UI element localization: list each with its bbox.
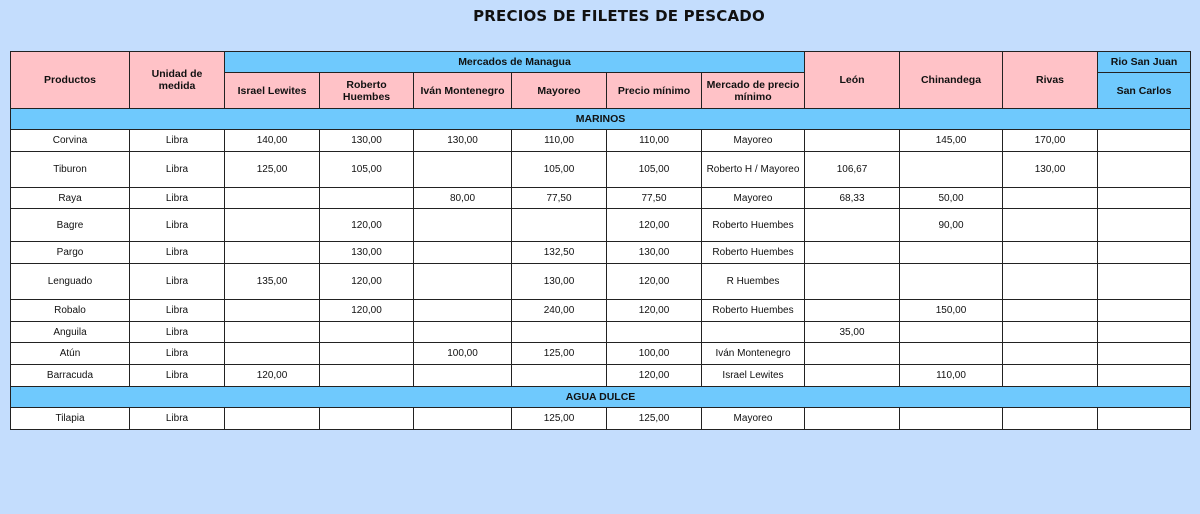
header-mercado-precio-minimo: Mercado de precio mínimo [702, 73, 805, 109]
cell-precio-min: 120,00 [607, 365, 702, 387]
header-chinandega: Chinandega [900, 52, 1003, 109]
table-row [11, 264, 1191, 300]
cell-precio-min: 120,00 [607, 300, 702, 322]
cell-ivan: 80,00 [414, 188, 512, 209]
cell-rivas [1003, 264, 1098, 300]
cell-producto: Robalo [11, 300, 130, 322]
cell-mayoreo: 77,50 [512, 188, 607, 209]
table-row [11, 152, 1191, 188]
cell-producto: Pargo [11, 242, 130, 264]
cell-rivas [1003, 209, 1098, 242]
cell-mercado-min: R Huembes [702, 264, 805, 300]
table-row [11, 322, 1191, 343]
cell-leon [805, 365, 900, 387]
cell-precio-min: 105,00 [607, 152, 702, 188]
cell-mayoreo: 105,00 [512, 152, 607, 188]
cell-leon [805, 242, 900, 264]
cell-roberto [320, 322, 414, 343]
cell-israel [225, 242, 320, 264]
header-roberto-huembes: Roberto Huembes [320, 73, 414, 109]
cell-mayoreo: 240,00 [512, 300, 607, 322]
cell-mercado-min: Iván Montenegro [702, 343, 805, 365]
cell-unidad: Libra [130, 322, 225, 343]
cell-precio-min: 120,00 [607, 264, 702, 300]
table-row [11, 130, 1191, 152]
header-ivan-montenegro: Iván Montenegro [414, 73, 512, 109]
header-productos: Productos [11, 52, 130, 109]
cell-precio-min: 110,00 [607, 130, 702, 152]
cell-mayoreo: 125,00 [512, 343, 607, 365]
cell-israel [225, 322, 320, 343]
cell-unidad: Libra [130, 365, 225, 387]
cell-ivan [414, 365, 512, 387]
cell-chinandega [900, 264, 1003, 300]
cell-rivas [1003, 242, 1098, 264]
cell-unidad: Libra [130, 130, 225, 152]
cell-producto: Raya [11, 188, 130, 209]
cell-rivas [1003, 322, 1098, 343]
header-israel-lewites: Israel Lewites [225, 73, 320, 109]
cell-san-carlos [1098, 209, 1191, 242]
cell-mercado-min: Israel Lewites [702, 365, 805, 387]
cell-san-carlos [1098, 242, 1191, 264]
header-precio-minimo: Precio mínimo [607, 73, 702, 109]
cell-san-carlos [1098, 322, 1191, 343]
cell-roberto [320, 408, 414, 430]
cell-ivan [414, 209, 512, 242]
cell-producto: Lenguado [11, 264, 130, 300]
cell-mayoreo [512, 322, 607, 343]
page-title: PRECIOS DE FILETES DE PESCADO [473, 7, 765, 25]
table-row [11, 365, 1191, 387]
cell-leon: 68,33 [805, 188, 900, 209]
cell-israel: 135,00 [225, 264, 320, 300]
cell-ivan [414, 322, 512, 343]
cell-chinandega [900, 343, 1003, 365]
cell-mercado-min: Mayoreo [702, 130, 805, 152]
cell-leon [805, 209, 900, 242]
table-row [11, 188, 1191, 209]
cell-leon: 35,00 [805, 322, 900, 343]
cell-chinandega [900, 322, 1003, 343]
cell-roberto [320, 343, 414, 365]
cell-chinandega [900, 152, 1003, 188]
cell-mercado-min: Roberto Huembes [702, 209, 805, 242]
cell-israel: 140,00 [225, 130, 320, 152]
cell-roberto [320, 188, 414, 209]
header-leon: León [805, 52, 900, 109]
section-label: MARINOS [11, 109, 1191, 130]
cell-precio-min [607, 322, 702, 343]
cell-mercado-min: Roberto H / Mayoreo [702, 152, 805, 188]
table-row [11, 209, 1191, 242]
cell-unidad: Libra [130, 300, 225, 322]
cell-leon: 106,67 [805, 152, 900, 188]
cell-producto: Atún [11, 343, 130, 365]
cell-san-carlos [1098, 188, 1191, 209]
cell-ivan [414, 264, 512, 300]
cell-san-carlos [1098, 408, 1191, 430]
cell-unidad: Libra [130, 343, 225, 365]
cell-unidad: Libra [130, 188, 225, 209]
cell-mayoreo: 130,00 [512, 264, 607, 300]
cell-mercado-min [702, 322, 805, 343]
cell-precio-min: 120,00 [607, 209, 702, 242]
cell-san-carlos [1098, 264, 1191, 300]
cell-rivas [1003, 365, 1098, 387]
cell-mayoreo: 110,00 [512, 130, 607, 152]
cell-precio-min: 130,00 [607, 242, 702, 264]
cell-leon [805, 343, 900, 365]
header-san-carlos: San Carlos [1098, 73, 1191, 109]
cell-san-carlos [1098, 365, 1191, 387]
cell-chinandega [900, 408, 1003, 430]
cell-israel [225, 209, 320, 242]
cell-israel: 120,00 [225, 365, 320, 387]
cell-mercado-min: Mayoreo [702, 408, 805, 430]
cell-rivas [1003, 300, 1098, 322]
cell-unidad: Libra [130, 242, 225, 264]
cell-producto: Tiburon [11, 152, 130, 188]
section-row [11, 109, 1191, 130]
cell-israel [225, 300, 320, 322]
cell-rivas: 130,00 [1003, 152, 1098, 188]
cell-mayoreo [512, 365, 607, 387]
cell-chinandega: 145,00 [900, 130, 1003, 152]
cell-chinandega [900, 242, 1003, 264]
cell-israel [225, 408, 320, 430]
header-mayoreo: Mayoreo [512, 73, 607, 109]
cell-producto: Bagre [11, 209, 130, 242]
cell-leon [805, 300, 900, 322]
cell-mayoreo: 132,50 [512, 242, 607, 264]
header-managua-group: Mercados de Managua [225, 52, 805, 73]
cell-ivan [414, 242, 512, 264]
cell-san-carlos [1098, 343, 1191, 365]
cell-leon [805, 264, 900, 300]
cell-leon [805, 408, 900, 430]
cell-roberto: 130,00 [320, 130, 414, 152]
cell-unidad: Libra [130, 152, 225, 188]
cell-roberto: 120,00 [320, 264, 414, 300]
header-rivas: Rivas [1003, 52, 1098, 109]
cell-mercado-min: Mayoreo [702, 188, 805, 209]
cell-mercado-min: Roberto Huembes [702, 242, 805, 264]
cell-ivan [414, 408, 512, 430]
prices-table [10, 51, 1191, 430]
cell-producto: Barracuda [11, 365, 130, 387]
cell-ivan: 130,00 [414, 130, 512, 152]
cell-unidad: Libra [130, 209, 225, 242]
cell-roberto [320, 365, 414, 387]
header-unidad: Unidad de medida [130, 52, 225, 109]
cell-ivan: 100,00 [414, 343, 512, 365]
table-row [11, 343, 1191, 365]
cell-israel [225, 343, 320, 365]
cell-israel: 125,00 [225, 152, 320, 188]
cell-rivas [1003, 188, 1098, 209]
table-row [11, 300, 1191, 322]
table-row [11, 408, 1191, 430]
cell-roberto: 120,00 [320, 300, 414, 322]
cell-mercado-min: Roberto Huembes [702, 300, 805, 322]
cell-rivas [1003, 343, 1098, 365]
section-label: AGUA DULCE [11, 387, 1191, 408]
cell-producto: Anguila [11, 322, 130, 343]
cell-san-carlos [1098, 130, 1191, 152]
cell-precio-min: 125,00 [607, 408, 702, 430]
cell-leon [805, 130, 900, 152]
cell-rivas [1003, 408, 1098, 430]
table-row [11, 242, 1191, 264]
cell-producto: Corvina [11, 130, 130, 152]
cell-ivan [414, 300, 512, 322]
cell-san-carlos [1098, 152, 1191, 188]
cell-mayoreo: 125,00 [512, 408, 607, 430]
cell-precio-min: 100,00 [607, 343, 702, 365]
cell-chinandega: 50,00 [900, 188, 1003, 209]
cell-chinandega: 110,00 [900, 365, 1003, 387]
cell-ivan [414, 152, 512, 188]
cell-rivas: 170,00 [1003, 130, 1098, 152]
cell-unidad: Libra [130, 264, 225, 300]
cell-precio-min: 77,50 [607, 188, 702, 209]
cell-chinandega: 90,00 [900, 209, 1003, 242]
header-rio-san-juan: Rio San Juan [1098, 52, 1191, 73]
cell-israel [225, 188, 320, 209]
cell-producto: Tilapia [11, 408, 130, 430]
cell-unidad: Libra [130, 408, 225, 430]
cell-roberto: 130,00 [320, 242, 414, 264]
section-row [11, 387, 1191, 408]
cell-roberto: 120,00 [320, 209, 414, 242]
cell-mayoreo [512, 209, 607, 242]
cell-roberto: 105,00 [320, 152, 414, 188]
cell-chinandega: 150,00 [900, 300, 1003, 322]
cell-san-carlos [1098, 300, 1191, 322]
